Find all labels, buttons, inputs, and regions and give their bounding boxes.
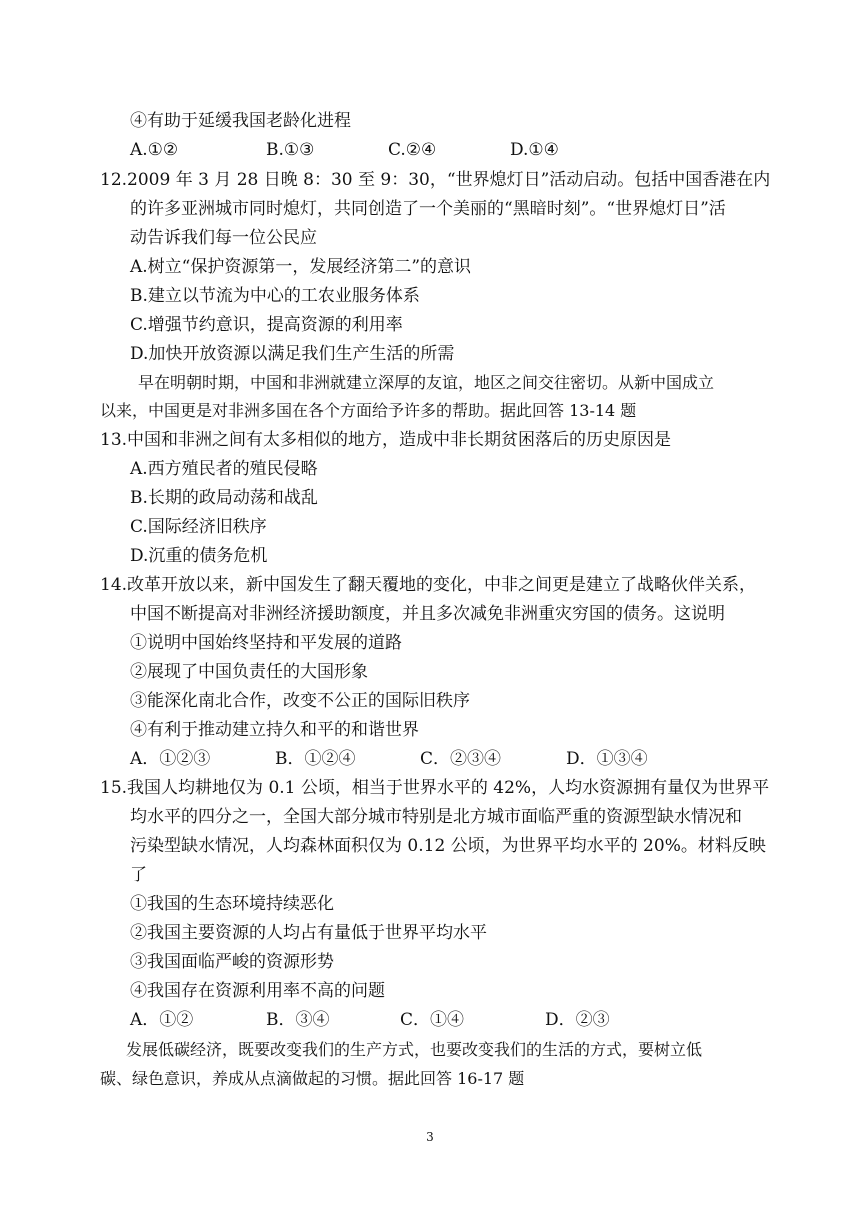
q14-item-2: ②展现了中国负责任的大国形象 bbox=[130, 662, 368, 682]
q15-stem-line-3: 污染型缺水情况，人均森林面积仅为 0.12 公顷，为世界平均水平的 20%。材料反映 bbox=[130, 836, 766, 856]
q15-item-3: ③我国面临严峻的资源形势 bbox=[130, 952, 334, 972]
q14-stem-line-2: 中国不断提高对非洲经济援助额度，并且多次减免非洲重灾穷国的债务。这说明 bbox=[130, 604, 725, 624]
q15-option-b: B．③④ bbox=[266, 1010, 330, 1030]
q14-option-c: C．②③④ bbox=[420, 749, 502, 769]
q12-stem-line-1: 12.2009 年 3 月 28 日晚 8：30 至 9：30，“世界熄灯日”活动启动。包括中国香港在内 bbox=[100, 170, 771, 190]
q15-item-2: ②我国主要资源的人均占有量低于世界平均水平 bbox=[130, 923, 487, 943]
q14-item-4: ④有利于推动建立持久和平的和谐世界 bbox=[130, 720, 419, 740]
q15-stem-line-2: 均水平的四分之一，全国大部分城市特别是北方城市面临严重的资源型缺水情况和 bbox=[130, 807, 742, 827]
q11-option-a: A.①② bbox=[130, 140, 179, 160]
q14-stem-line-1: 14.改革开放以来，新中国发生了翻天覆地的变化，中非之间更是建立了战略伙伴关系， bbox=[100, 575, 757, 595]
q15-stem-line-1: 15.我国人均耕地仅为 0.1 公顷，相当于世界水平的 42%，人均水资源拥有量仅为世界平 bbox=[100, 778, 770, 798]
q11-option-b: B.①③ bbox=[266, 140, 315, 160]
q13-option-a: A.西方殖民者的殖民侵略 bbox=[130, 459, 318, 479]
q14-option-b: B．①②④ bbox=[275, 749, 356, 769]
q11-item-4: ④有助于延缓我国老龄化进程 bbox=[130, 111, 351, 131]
q15-option-c: C．①④ bbox=[400, 1010, 465, 1030]
q12-option-d: D.加快开放资源以满足我们生产生活的所需 bbox=[130, 344, 455, 364]
q12-stem-line-2: 的许多亚洲城市同时熄灯，共同创造了一个美丽的“黑暗时刻”。“世界熄灯日”活 bbox=[130, 199, 726, 219]
passage-16-17-line-2: 碳、绿色意识，养成从点滴做起的习惯。据此回答 16-17 题 bbox=[100, 1069, 525, 1088]
q13-option-b: B.长期的政局动荡和战乱 bbox=[130, 488, 318, 508]
q15-item-1: ①我国的生态环境持续恶化 bbox=[130, 894, 334, 914]
q13-option-d: D.沉重的债务危机 bbox=[130, 546, 268, 566]
page-number: 3 bbox=[426, 1130, 434, 1144]
q14-item-1: ①说明中国始终坚持和平发展的道路 bbox=[130, 633, 402, 653]
q15-stem-line-4: 了 bbox=[130, 865, 147, 885]
passage-13-14-line-1: 早在明朝时期，中国和非洲就建立深厚的友谊，地区之间交往密切。从新中国成立 bbox=[138, 373, 715, 392]
q12-option-b: B.建立以节流为中心的工农业服务体系 bbox=[130, 286, 420, 306]
q11-option-c: C.②④ bbox=[388, 140, 437, 160]
q11-option-d: D.①④ bbox=[510, 140, 559, 160]
q12-stem-line-3: 动告诉我们每一位公民应 bbox=[130, 228, 317, 248]
q15-item-4: ④我国存在资源利用率不高的问题 bbox=[130, 981, 385, 1001]
q15-option-a: A．①② bbox=[130, 1010, 194, 1030]
q15-option-d: D．②③ bbox=[545, 1010, 610, 1030]
q13-option-c: C.国际经济旧秩序 bbox=[130, 517, 267, 537]
q14-option-d: D．①③④ bbox=[566, 749, 648, 769]
q13-stem: 13.中国和非洲之间有太多相似的地方，造成中非长期贫困落后的历史原因是 bbox=[100, 430, 672, 450]
q14-option-a: A．①②③ bbox=[130, 749, 211, 769]
passage-13-14-line-2: 以来，中国更是对非洲多国在各个方面给予许多的帮助。据此回答 13-14 题 bbox=[100, 401, 637, 420]
q12-option-c: C.增强节约意识，提高资源的利用率 bbox=[130, 315, 403, 335]
passage-16-17-line-1: 发展低碳经济，既要改变我们的生产方式，也要改变我们的生活的方式，要树立低 bbox=[126, 1040, 703, 1059]
q12-option-a: A.树立“保护资源第一，发展经济第二”的意识 bbox=[130, 257, 472, 277]
q14-item-3: ③能深化南北合作，改变不公正的国际旧秩序 bbox=[130, 691, 470, 711]
